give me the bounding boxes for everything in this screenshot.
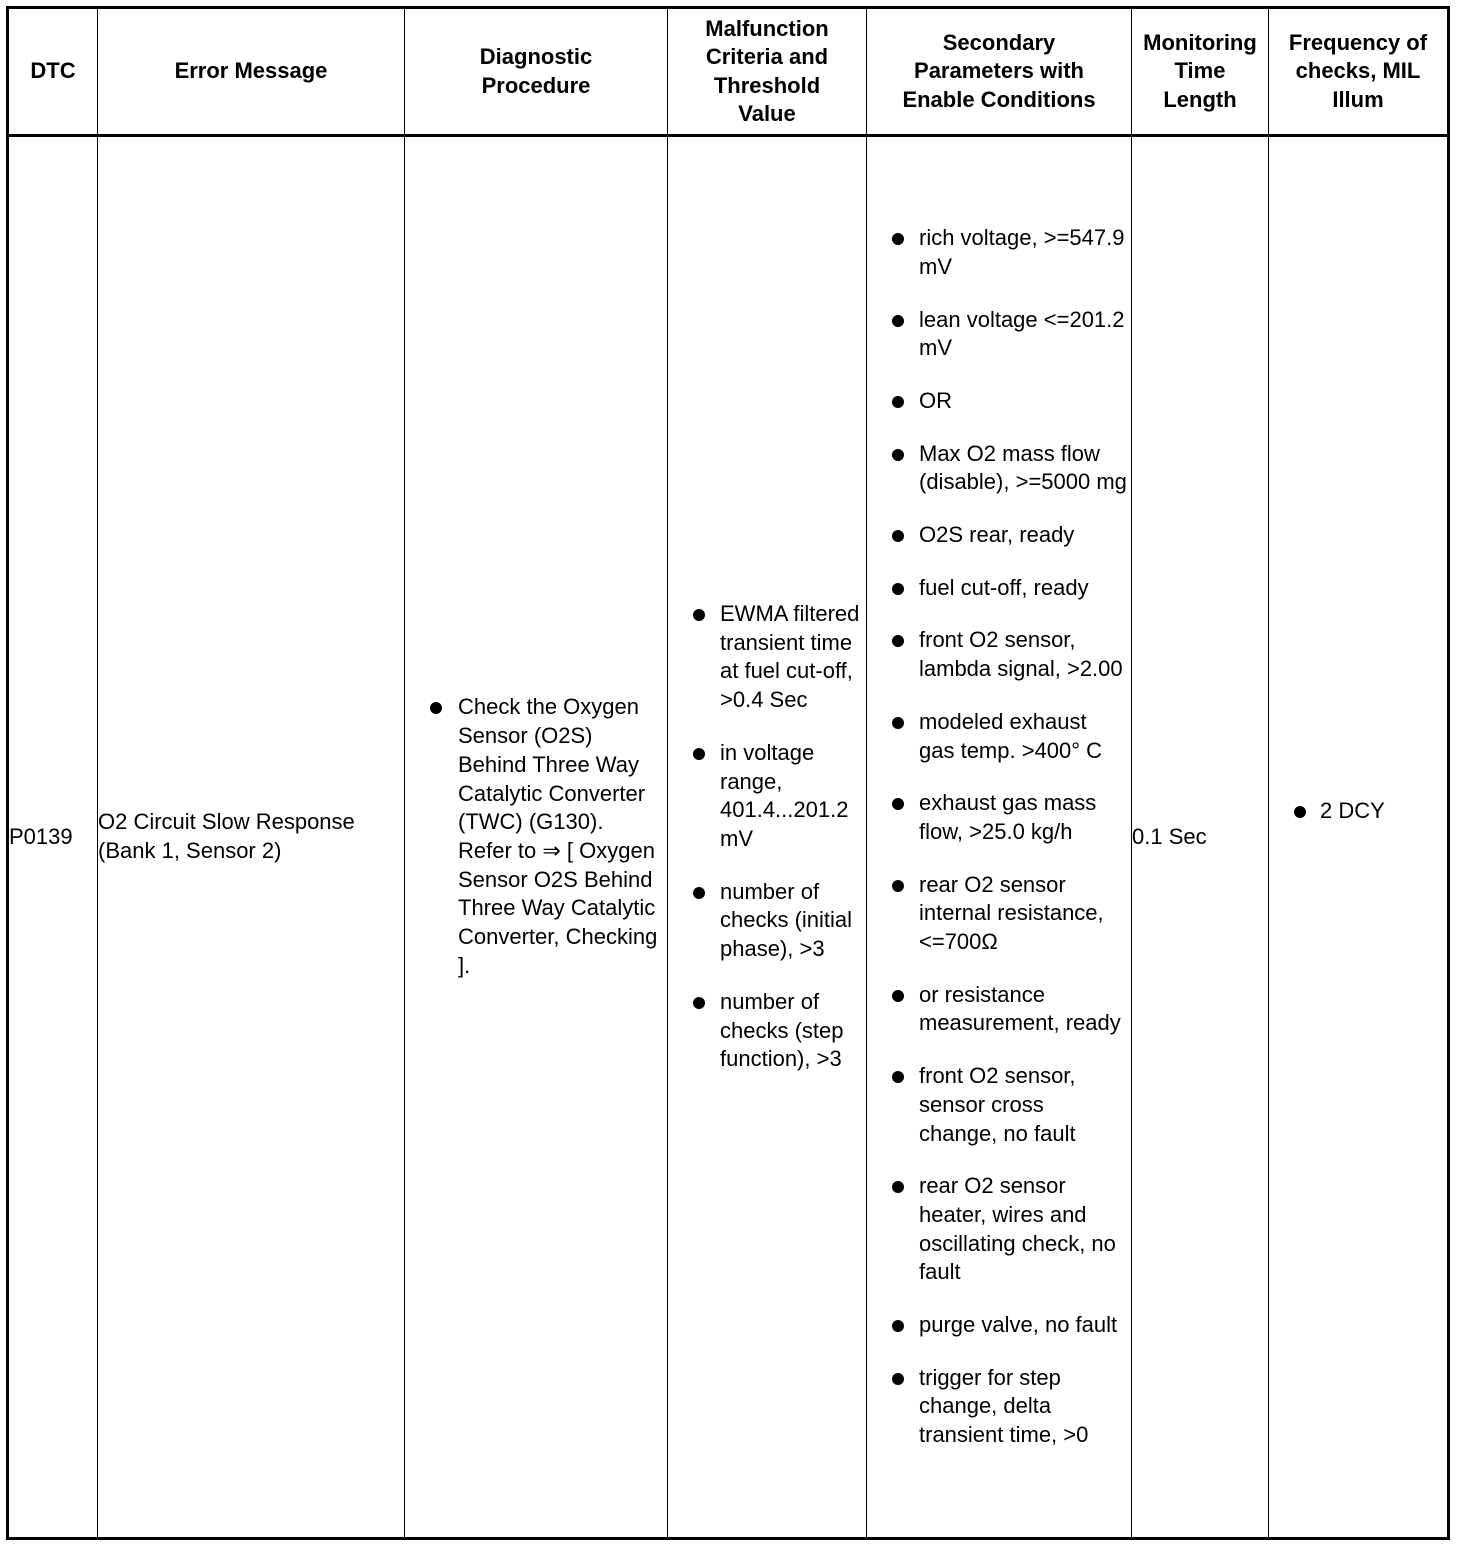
header-secondary-parameters-text: Secondary Parameters with Enable Conditions <box>902 29 1096 112</box>
list-item: fuel cut-off, ready <box>919 574 1127 603</box>
list-item: Max O2 mass flow (disable), >=5000 mg <box>919 440 1127 497</box>
list-item: Check the Oxygen Sensor (O2S) Behind Three Way Catalytic Converter (TWC) (G130). Refer to ⇒ [ Oxygen Sensor O2S Behind Three Way Catalytic Converter, Checking ]. <box>458 693 663 980</box>
header-monitoring-time <box>1132 8 1269 136</box>
list-item: trigger for step change, delta transient time, >0 <box>919 1364 1127 1450</box>
list-item: or resistance measurement, ready <box>919 981 1127 1038</box>
list-item: modeled exhaust gas temp. >400° C <box>919 708 1127 765</box>
header-row <box>8 8 1449 136</box>
error-message: O2 Circuit Slow Response (Bank 1, Sensor 2) <box>98 136 405 1539</box>
header-monitoring-time-text: Monitoring Time Length <box>1143 29 1257 112</box>
dtc-code: P0139 <box>8 136 98 1539</box>
list-item: number of checks (step function), >3 <box>720 988 862 1074</box>
list-item: number of checks (initial phase), >3 <box>720 878 862 964</box>
diagnostic-procedure <box>405 136 668 1539</box>
list-item: in voltage range, 401.4...201.2 mV <box>720 739 862 854</box>
secondary-parameters <box>867 136 1132 1539</box>
list-item: OR <box>919 387 1127 416</box>
list-item: EWMA filtered transient time at fuel cut-off, >0.4 Sec <box>720 600 862 715</box>
list-item: lean voltage <=201.2 mV <box>919 306 1127 363</box>
list-item: purge valve, no fault <box>919 1311 1127 1340</box>
malfunction-criteria-list <box>668 600 866 1074</box>
list-item: exhaust gas mass flow, >25.0 kg/h <box>919 789 1127 846</box>
header-error-message: Error Message <box>98 8 405 136</box>
list-item: front O2 sensor, lambda signal, >2.00 <box>919 626 1127 683</box>
list-item: rear O2 sensor heater, wires and oscillating check, no fault <box>919 1172 1127 1287</box>
dtc-table <box>6 6 1450 1540</box>
diagnostic-procedure-list <box>405 693 667 980</box>
frequency-list <box>1269 797 1447 852</box>
header-malfunction-criteria <box>668 8 867 136</box>
header-frequency-text: Frequency of checks, MIL Illum <box>1288 29 1428 112</box>
header-malfunction-criteria-text: Malfunction Criteria and Threshold Value <box>705 15 829 126</box>
frequency <box>1269 136 1449 1539</box>
list-item: front O2 sensor, sensor cross change, no fault <box>919 1062 1127 1148</box>
header-dtc: DTC <box>8 8 98 136</box>
secondary-parameters-list <box>867 224 1131 1450</box>
list-item: rear O2 sensor internal resistance, <=700Ω <box>919 871 1127 957</box>
header-frequency <box>1269 8 1449 136</box>
header-diagnostic-procedure <box>405 8 668 136</box>
header-secondary-parameters <box>867 8 1132 136</box>
list-item: 2 DCY <box>1320 797 1447 826</box>
list-item: rich voltage, >=547.9 mV <box>919 224 1127 281</box>
monitoring-time: 0.1 Sec <box>1132 136 1269 1539</box>
table-row <box>8 136 1449 1539</box>
header-diagnostic-procedure-text: Diagnostic Procedure <box>479 44 593 98</box>
malfunction-criteria <box>668 136 867 1539</box>
list-item: O2S rear, ready <box>919 521 1127 550</box>
